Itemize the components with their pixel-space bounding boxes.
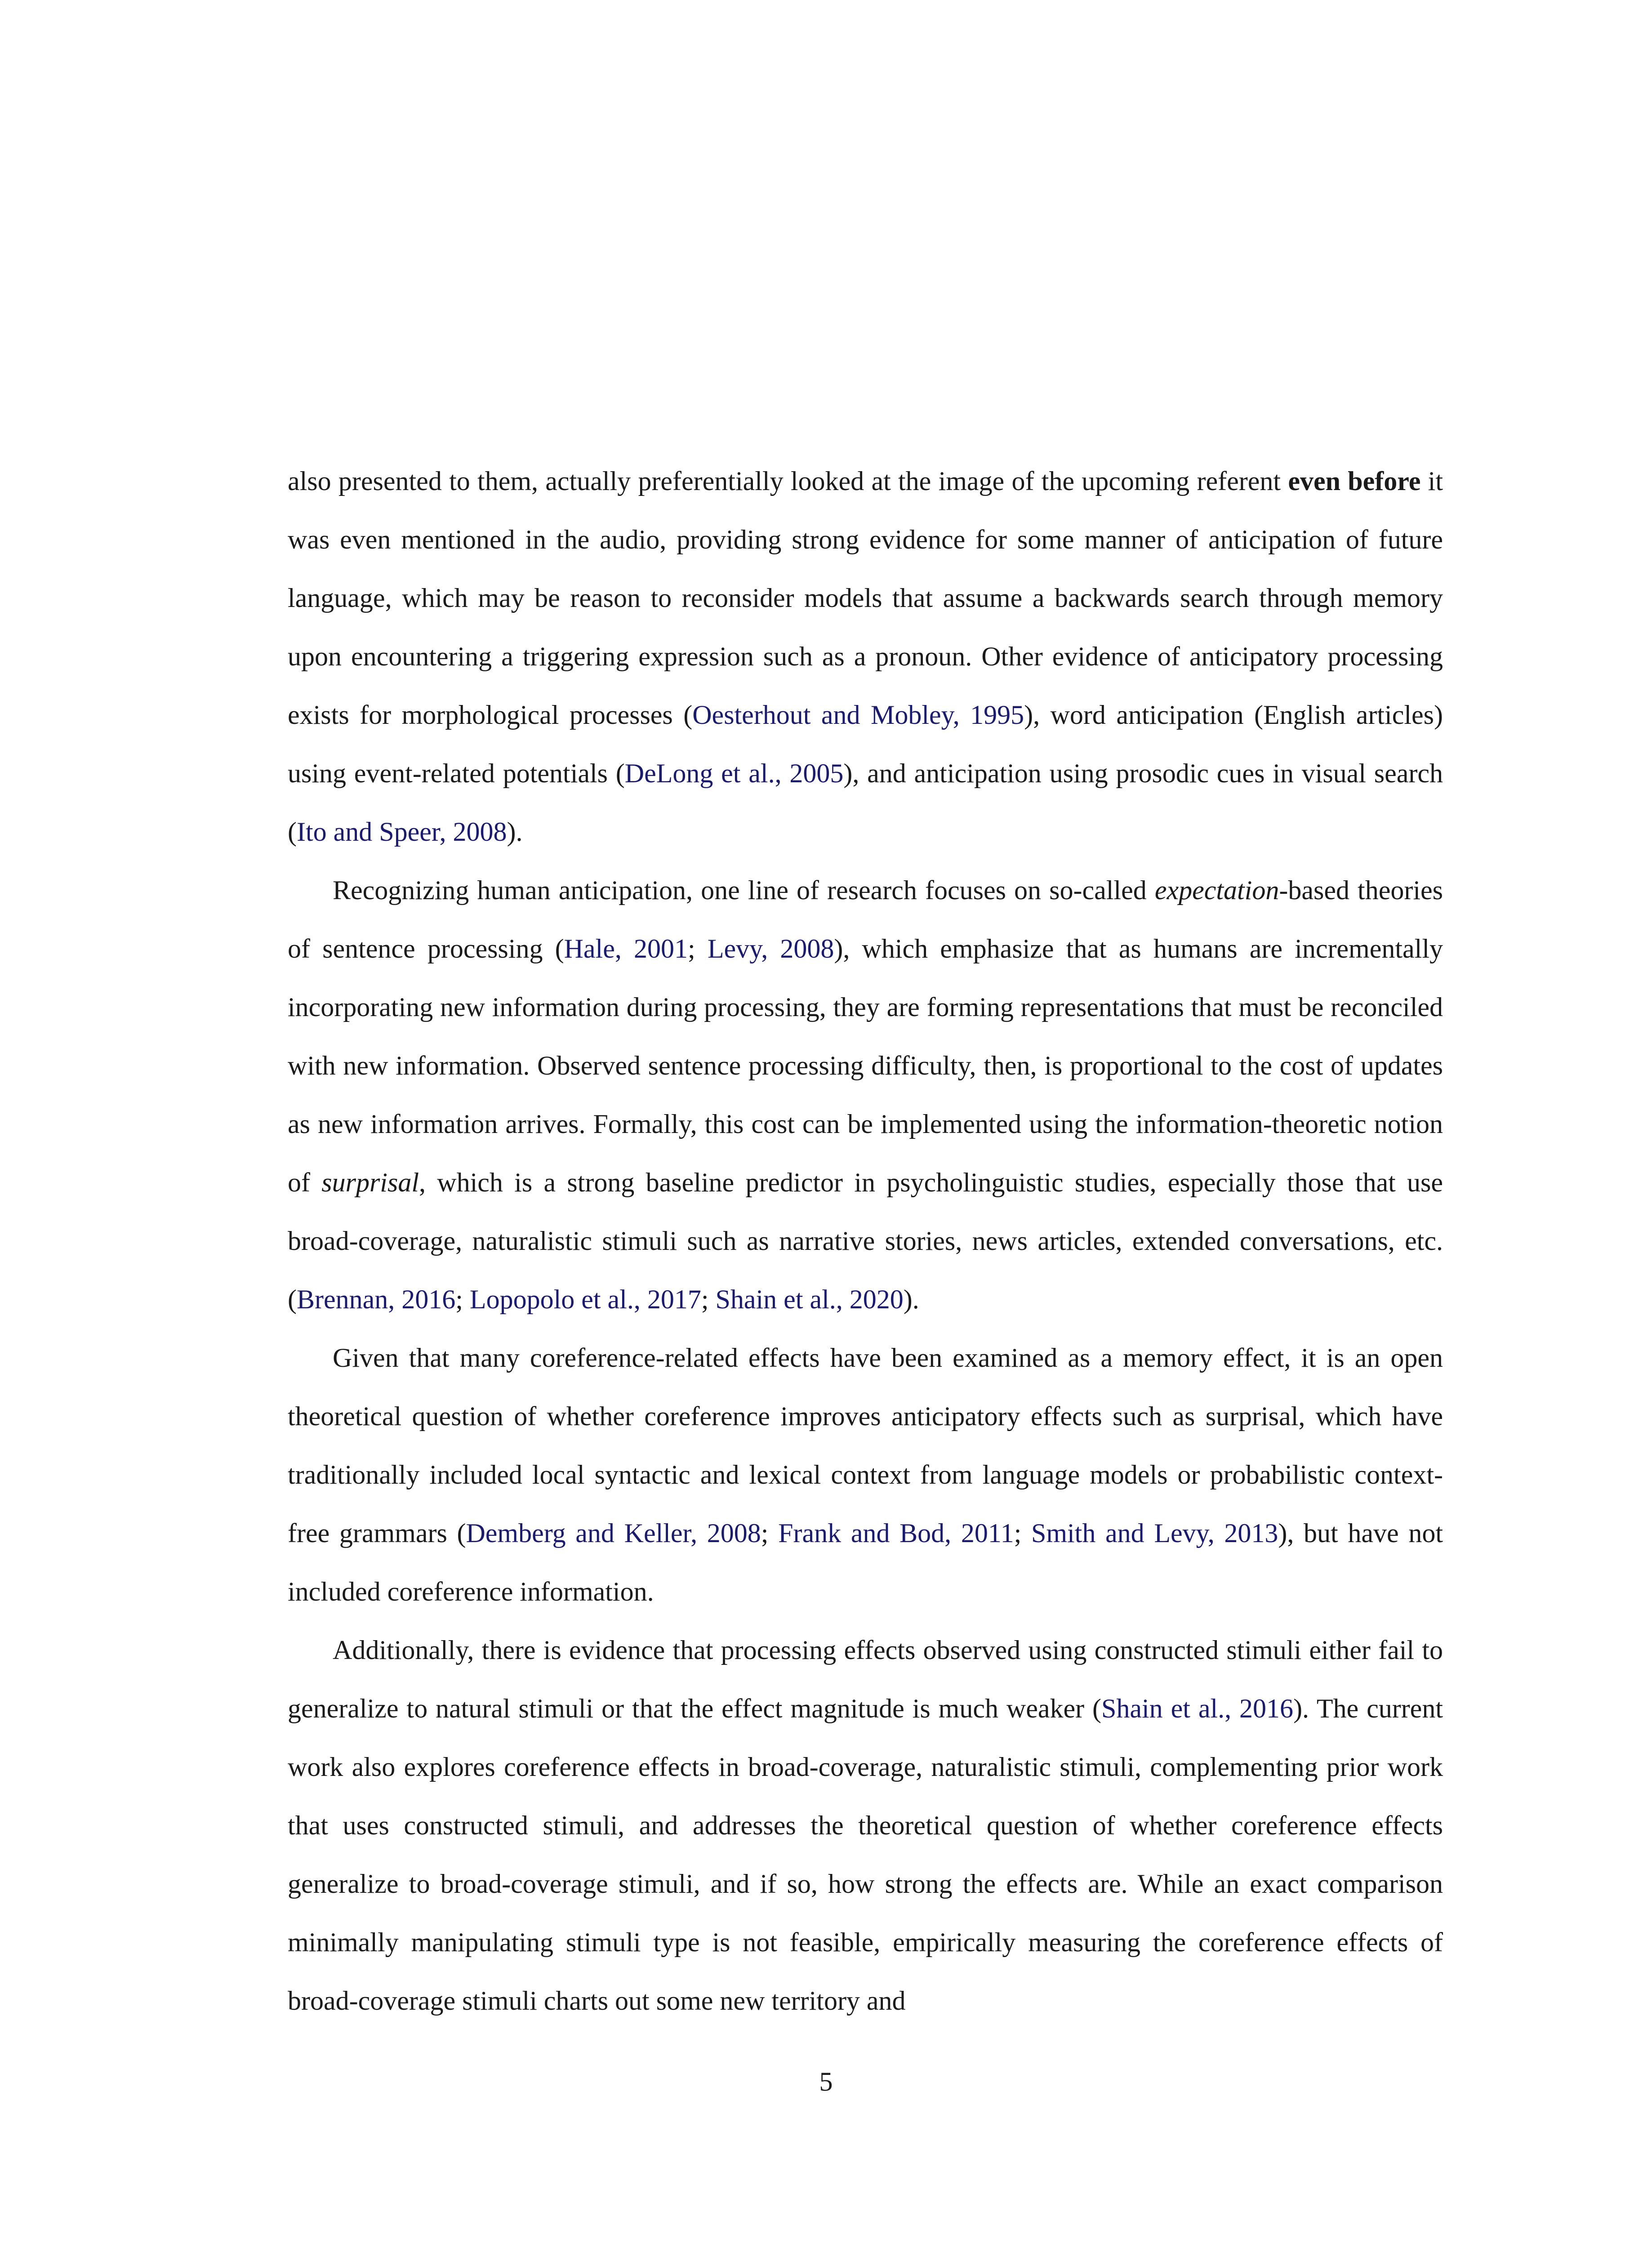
text-run: ; [761,1518,779,1548]
citation-link[interactable]: Demberg and Keller, 2008 [466,1518,761,1548]
citation-link[interactable]: Hale, 2001 [564,934,688,963]
paragraph [288,1329,1443,1621]
text-run: Recognizing human anticipation, one line of research focuses on so-called [333,875,1155,905]
paragraph [288,452,1443,861]
italic-text: expectation [1154,875,1279,905]
text-run: ), but have not included coreference information. [288,1518,1443,1606]
page-number: 5 [819,2067,833,2096]
citation-link[interactable]: Smith and Levy, 2013 [1031,1518,1278,1548]
paragraph [288,861,1443,1329]
text-run: Given that many coreference-related effects have been examined as a memory effect, it is an open theoretical question of whether coreference improves anticipatory effects such as surprisal, which have traditionally included local syntactic and lexical context from language models or probabilistic context-free grammars ( [288,1343,1443,1548]
text-run: ). The current work also explores coreference effects in broad-coverage, naturalistic stimuli, complementing prior work that uses constructed stimuli, and addresses the theoretical question of whether coreference effects generalize to broad-coverage stimuli, and if so, how strong the effects are. While an exact comparison minimally manipulating stimuli type is not feasible, empirically measuring the coreference effects of broad-coverage stimuli charts out some new territory and [288,1694,1443,2016]
bold-text: even before [1288,466,1421,496]
text-run: ), word anticipation (English articles) using event-related potentials ( [288,700,1443,788]
paragraph [288,1621,1443,2030]
text-run: ), and anticipation using prosodic cues in visual search ( [288,758,1443,847]
text-run: -based theories of sentence processing ( [288,875,1443,963]
text-run: ), which emphasize that as humans are incrementally incorporating new information during processing, they are forming representations that must be reconciled with new information. Observed sentence processing difficulty, then, is proportional to the cost of updates as new information arrives. Formally, this cost can be implemented using the information-theoretic notion of [288,934,1443,1197]
citation-link[interactable]: Shain et al., 2020 [715,1285,904,1314]
text-run: also presented to them, actually preferentially looked at the image of the upcoming referent [288,466,1288,496]
citation-link[interactable]: Ito and Speer, 2008 [296,817,507,847]
text-run: ; [455,1285,470,1314]
body-text [288,452,1443,2030]
citation-link[interactable]: DeLong et al., 2005 [624,758,844,788]
text-run: ). [903,1285,919,1314]
text-run: Additionally, there is evidence that processing effects observed using constructed stimuli either fail to generalize to natural stimuli or that the effect magnitude is much weaker ( [288,1635,1443,1723]
citation-link[interactable]: Lopopolo et al., 2017 [469,1285,701,1314]
text-run: ). [507,817,523,847]
text-run: it was even mentioned in the audio, providing strong evidence for some manner of anticipation of future language, which may be reason to reconsider models that assume a backwards search through memory upon encountering a triggering expression such as a pronoun. Other evidence of anticipatory processing exists for morphological processes ( [288,466,1443,730]
citation-link[interactable]: Shain et al., 2016 [1101,1694,1294,1723]
italic-text: surprisal [321,1168,419,1197]
citation-link[interactable]: Brennan, 2016 [296,1285,456,1314]
citation-link[interactable]: Levy, 2008 [707,934,834,963]
citation-link[interactable]: Oesterhout and Mobley, 1995 [692,700,1024,730]
text-run: ; [701,1285,716,1314]
text-run: , which is a strong baseline predictor in psycholinguistic studies, especially those that use broad-coverage, naturalistic stimuli such as narrative stories, news articles, extended conversations, etc. ( [288,1168,1443,1314]
text-run: ; [1014,1518,1031,1548]
text-run: ; [688,934,708,963]
citation-link[interactable]: Frank and Bod, 2011 [778,1518,1014,1548]
